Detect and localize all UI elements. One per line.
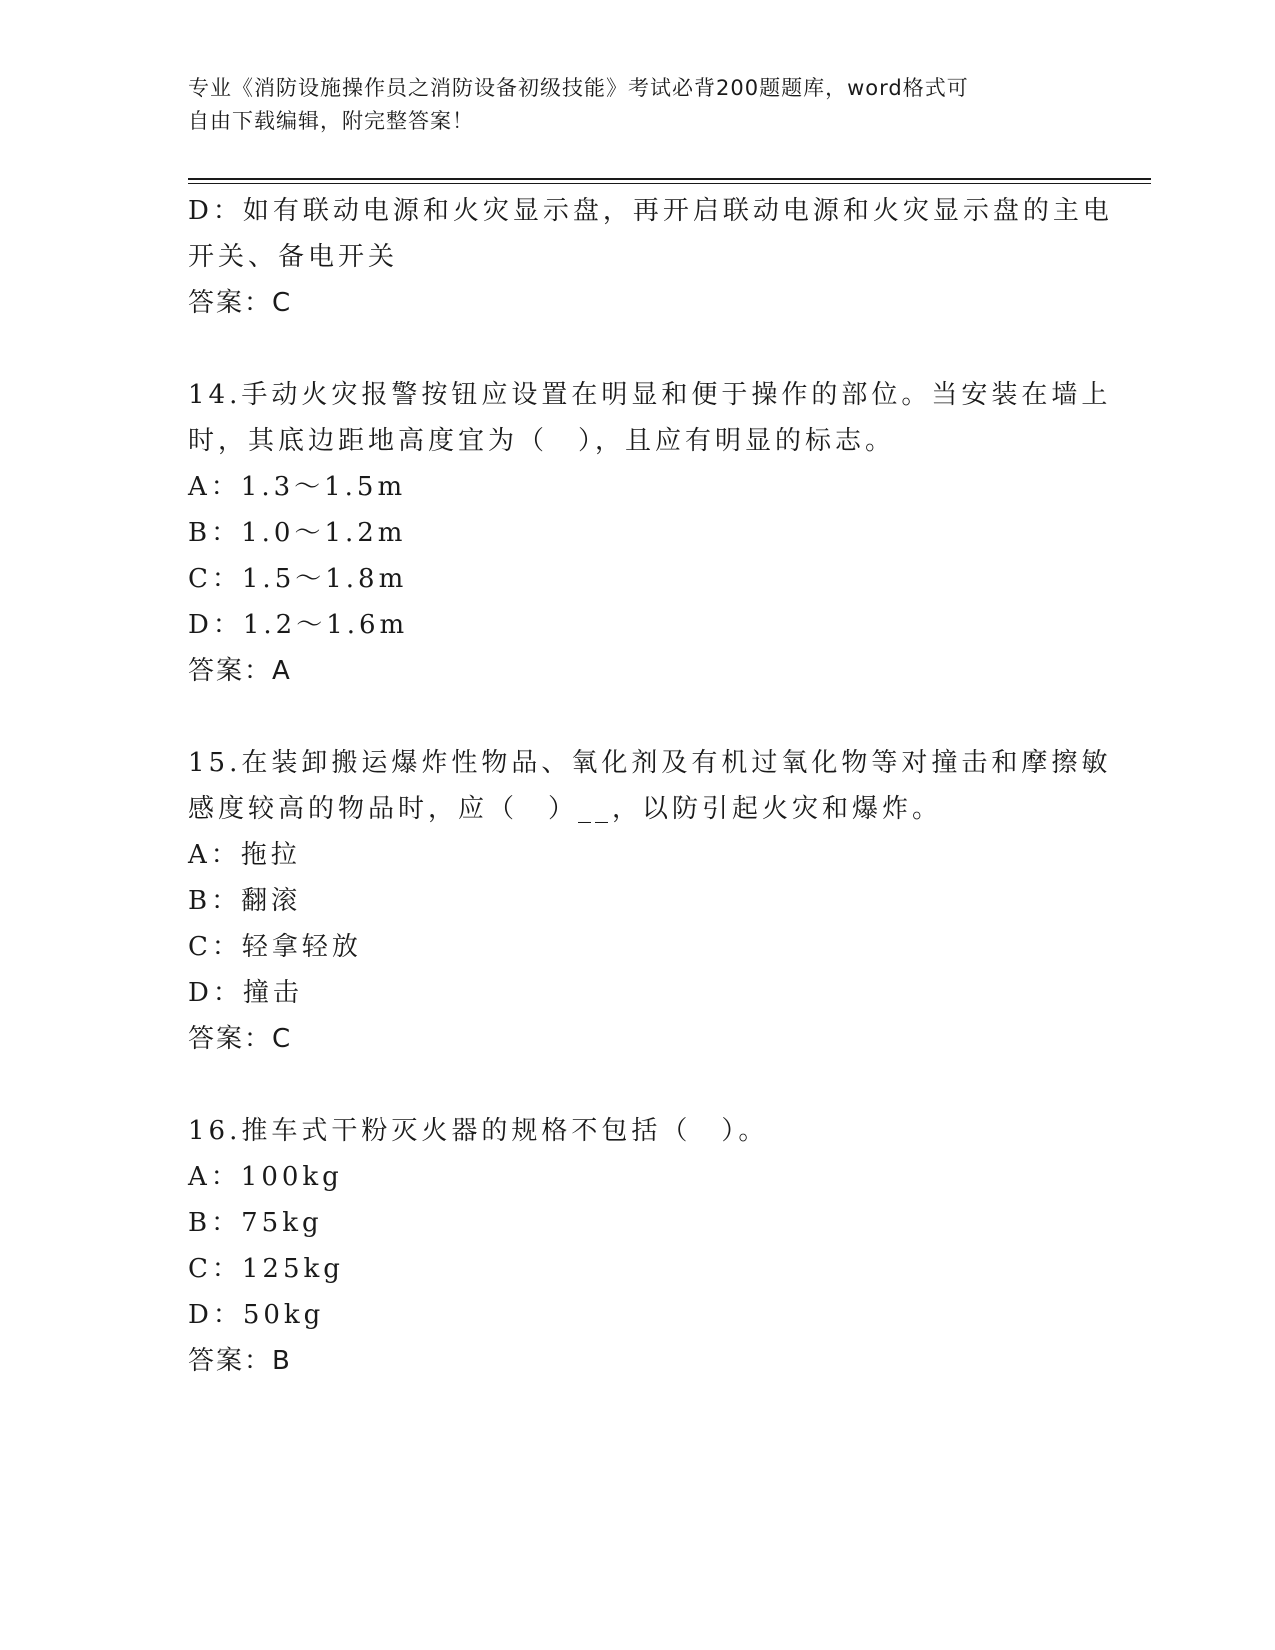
header-divider-thin [188, 183, 1151, 184]
option-c: C：轻拿轻放 [188, 932, 362, 962]
question-list [188, 188, 1113, 1384]
answer-label: 答案：C [188, 1024, 293, 1054]
answer-label: 答案：C [188, 288, 293, 318]
option-c: C：1.5～1.8m [188, 564, 408, 594]
option-c: C：125kg [188, 1254, 344, 1284]
option-b: B：1.0～1.2m [188, 518, 407, 548]
option-b: B：75kg [188, 1208, 323, 1238]
question-stem-line-1: 15.在装卸搬运爆炸性物品、氧化剂及有机过氧化物等对撞击和摩擦敏 [188, 748, 1112, 778]
option-d-line-2: 开关、备电开关 [188, 242, 399, 272]
spacer [188, 694, 1088, 740]
option-b: B：翻滚 [188, 886, 302, 916]
option-d: D：50kg [188, 1300, 325, 1330]
header-title-line-1: 专业《消防设施操作员之消防设备初级技能》考试必背200题题库，word格式可 [188, 76, 969, 100]
question-stem-line-1: 16.推车式干粉灭火器的规格不包括（ ）。 [188, 1116, 769, 1146]
spacer [188, 326, 1088, 372]
header-title-line-2: 自由下载编辑，附完整答案！ [188, 109, 474, 133]
header-divider-thick [188, 178, 1151, 180]
question-14 [188, 372, 1112, 694]
question-15 [188, 740, 1112, 1062]
answer-label: 答案：B [188, 1346, 292, 1376]
answer-label: 答案：A [188, 656, 292, 686]
option-a: A：1.3～1.5m [188, 472, 407, 502]
question-16 [188, 1108, 1088, 1384]
document-header [188, 72, 1068, 138]
question-stem-line-1: 14.手动火灾报警按钮应设置在明显和便于操作的部位。当安装在墙上 [188, 380, 1112, 410]
option-d-line-1: D：如有联动电源和火灾显示盘，再开启联动电源和火灾显示盘的主电 [188, 196, 1113, 226]
spacer [188, 1062, 1088, 1108]
question-stem-line-2: 时，其底边距地高度宜为（ ），且应有明显的标志。 [188, 426, 896, 456]
carry-over-question [188, 188, 1113, 326]
option-d: D：1.2～1.6m [188, 610, 409, 640]
option-a: A：拖拉 [188, 840, 301, 870]
question-stem-line-2: 感度较高的物品时，应（ ）__，以防引起火灾和爆炸。 [188, 794, 943, 824]
option-d: D：撞击 [188, 978, 303, 1008]
option-a: A：100kg [188, 1162, 343, 1192]
